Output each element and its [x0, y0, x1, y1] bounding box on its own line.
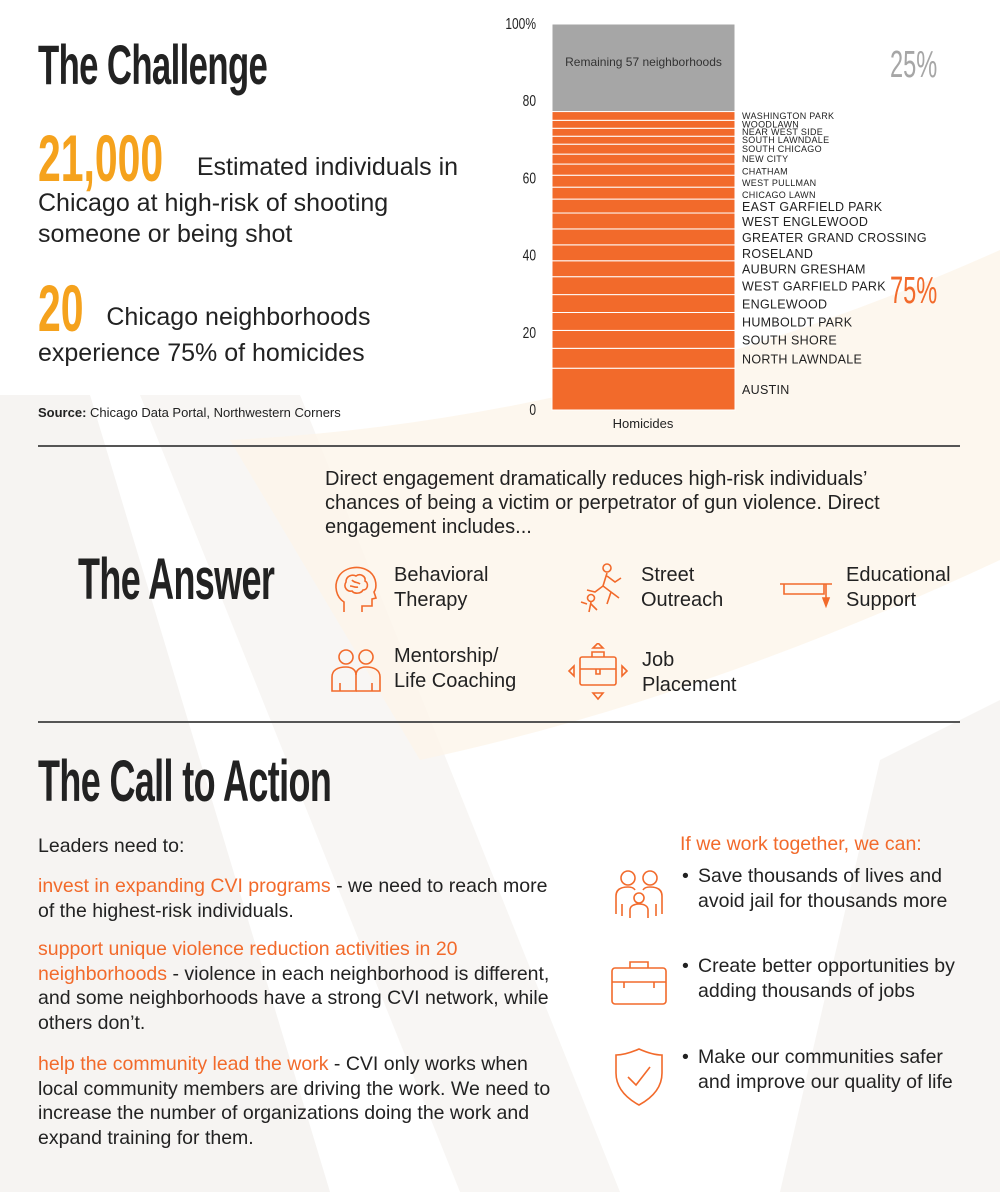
- behavioral-label-2: Therapy: [394, 589, 468, 611]
- bar-segment-washington-park: [552, 112, 735, 121]
- bar-segment-englewood: [552, 295, 735, 313]
- segment-label: NORTH LAWNDALE: [742, 352, 863, 367]
- bar-segment-near-west-side: [552, 128, 735, 136]
- graduation-cap-icon: [778, 562, 834, 614]
- bar-segment-woodlawn: [552, 120, 735, 128]
- mentorship-label-2: Life Coaching: [394, 670, 517, 692]
- action-invest-highlight: invest in expanding CVI programs: [38, 875, 331, 897]
- stat-number-20: 20: [38, 271, 84, 345]
- segment-label: SOUTH SHORE: [742, 333, 837, 348]
- together-heading: If we work together, we can:: [680, 833, 922, 855]
- bar-segment-south-chicago: [552, 144, 735, 154]
- bullet-save-lives-text: Save thousands of lives and avoid jail for thousands more: [698, 865, 948, 912]
- behavioral-label-1: Behavioral: [394, 564, 489, 586]
- segment-label: WASHINGTON PARK: [742, 110, 835, 121]
- answer-intro: Direct engagement dramatically reduces high-risk individuals’ chances of being a victim or perpetrator of gun violence. Direct engagement includes...: [325, 468, 880, 538]
- briefcase-icon: [608, 954, 670, 1016]
- stat-neighborhoods: [38, 271, 458, 369]
- y-axis-ticks: [505, 14, 536, 418]
- engagement-behavioral-therapy: [330, 562, 489, 614]
- x-axis-label: Homicides: [612, 416, 674, 431]
- bullet-save-lives: [682, 864, 972, 913]
- bar-segment-humboldt-park: [552, 313, 735, 331]
- segment-label: NEW CITY: [742, 154, 789, 165]
- segment-label: SOUTH LAWNDALE: [742, 135, 830, 146]
- bar-segment-north-lawndale: [552, 348, 735, 368]
- bar-segment-south-shore: [552, 330, 735, 348]
- segment-label: AUSTIN: [742, 383, 790, 398]
- section-divider-2: [38, 721, 960, 723]
- segment-label: NEAR WEST SIDE: [742, 127, 824, 138]
- bullet-opportunities-text: Create better opportunities by adding thousands of jobs: [698, 955, 955, 1002]
- engagement-street-outreach: [577, 562, 723, 614]
- action-invest-text: - we need to reach more of the highest-risk individuals.: [38, 875, 548, 922]
- stat-high-risk: [38, 121, 478, 250]
- bar-segment-auburn-gresham: [552, 261, 735, 277]
- bullet-safer: [682, 1045, 972, 1094]
- bar-segment-west-garfield-park: [552, 277, 735, 295]
- segment-label: WEST ENGLEWOOD: [742, 214, 869, 229]
- segment-label: EAST GARFIELD PARK: [742, 200, 883, 215]
- educational-label-2: Support: [846, 589, 917, 611]
- shield-check-icon: [608, 1045, 670, 1107]
- stat-number-21000: 21,000: [38, 121, 164, 195]
- segment-label: ENGLEWOOD: [742, 297, 828, 312]
- two-people-icon: [330, 643, 382, 695]
- street-label-2: Outreach: [641, 589, 724, 611]
- segment-label: CHATHAM: [742, 166, 788, 177]
- segment-label: WEST GARFIELD PARK: [742, 279, 886, 294]
- segment-label: HUMBOLDT PARK: [742, 315, 853, 330]
- segment-label: GREATER GRAND CROSSING: [742, 230, 927, 245]
- stat-text-high-risk: Estimated individuals in Chicago at high-risk of shooting someone or being shot: [38, 153, 459, 248]
- segment-label: SOUTH CHICAGO: [742, 144, 822, 155]
- y-tick-label: 20: [522, 323, 536, 342]
- cta-title: The Call to Action: [38, 749, 332, 814]
- bar-segment-chatham: [552, 164, 735, 175]
- y-tick-label: 0: [529, 400, 536, 419]
- segment-label: WOODLAWN: [742, 119, 800, 130]
- y-tick-label: 40: [522, 245, 536, 264]
- bullet-opportunities: [682, 954, 972, 1003]
- bullet-safer-text: Make our communities safer and improve our quality of life: [698, 1046, 953, 1093]
- source-text: Chicago Data Portal, Northwestern Corners: [90, 405, 341, 420]
- bar-segment-chicago-lawn: [552, 187, 735, 199]
- job-label-2: Placement: [642, 674, 737, 696]
- street-label-1: Street: [641, 564, 695, 586]
- y-tick-label: 60: [522, 168, 536, 187]
- bar-segment-new-city: [552, 154, 735, 164]
- bullet-dot: •: [682, 1046, 689, 1068]
- action-support: [38, 937, 568, 1035]
- y-tick-label: 100%: [505, 14, 536, 33]
- challenge-title: The Challenge: [38, 33, 268, 96]
- bullet-dot: •: [682, 865, 689, 887]
- bar-segment-south-lawndale: [552, 136, 735, 144]
- briefcase-arrows-icon: [566, 643, 630, 703]
- action-support-text: - violence in each neighborhood is different, and some neighborhoods have a strong CVI network, while others don’t.: [38, 962, 550, 1034]
- y-tick-label: 80: [522, 91, 536, 110]
- educational-label-1: Educational: [846, 564, 951, 586]
- source-note: [38, 405, 341, 420]
- helping-hand-icon: [577, 562, 629, 614]
- bar-segment-west-englewood: [552, 213, 735, 229]
- segment-label: CHICAGO LAWN: [742, 190, 816, 201]
- engagement-job-placement: [566, 643, 737, 703]
- remaining-percent-label: 25%: [890, 44, 938, 86]
- bar-segment-austin: [552, 368, 735, 410]
- bullet-dot: •: [682, 955, 689, 977]
- answer-title: The Answer: [78, 547, 275, 612]
- mentorship-label-1: Mentorship/: [394, 645, 499, 667]
- bar-segment-east-garfield-park: [552, 199, 735, 213]
- source-label: Source:: [38, 405, 87, 420]
- action-community-text: - CVI only works when local community members are driving the work. We need to increase the number of organizations doing the work and expand training for them.: [38, 1053, 551, 1149]
- segment-label: WEST PULLMAN: [742, 178, 817, 189]
- segment-label: AUBURN GRESHAM: [742, 262, 866, 277]
- engagement-educational-support: [778, 562, 951, 614]
- action-community: [38, 1052, 568, 1150]
- top20-percent-label: 75%: [890, 270, 938, 312]
- engagement-mentorship: [330, 643, 516, 695]
- leaders-intro: Leaders need to:: [38, 835, 185, 857]
- bar-segment-greater-grand-crossing: [552, 229, 735, 245]
- brain-head-icon: [330, 562, 382, 614]
- action-community-highlight: help the community lead the work: [38, 1053, 329, 1075]
- segment-label-remaining: Remaining 57 neighborhoods: [565, 54, 722, 69]
- job-label-1: Job: [642, 649, 675, 671]
- family-icon: [608, 864, 670, 926]
- stat-text-neighborhoods: Chicago neighborhoods experience 75% of homicides: [38, 303, 371, 367]
- segment-label: ROSELAND: [742, 246, 814, 261]
- bar-segment-roseland: [552, 245, 735, 261]
- bar-segment-west-pullman: [552, 175, 735, 187]
- section-divider-1: [38, 445, 960, 447]
- bar-segments: [552, 24, 735, 410]
- action-support-highlight: support unique violence reduction activities in 20 neighborhoods: [38, 938, 458, 985]
- action-invest: [38, 874, 558, 923]
